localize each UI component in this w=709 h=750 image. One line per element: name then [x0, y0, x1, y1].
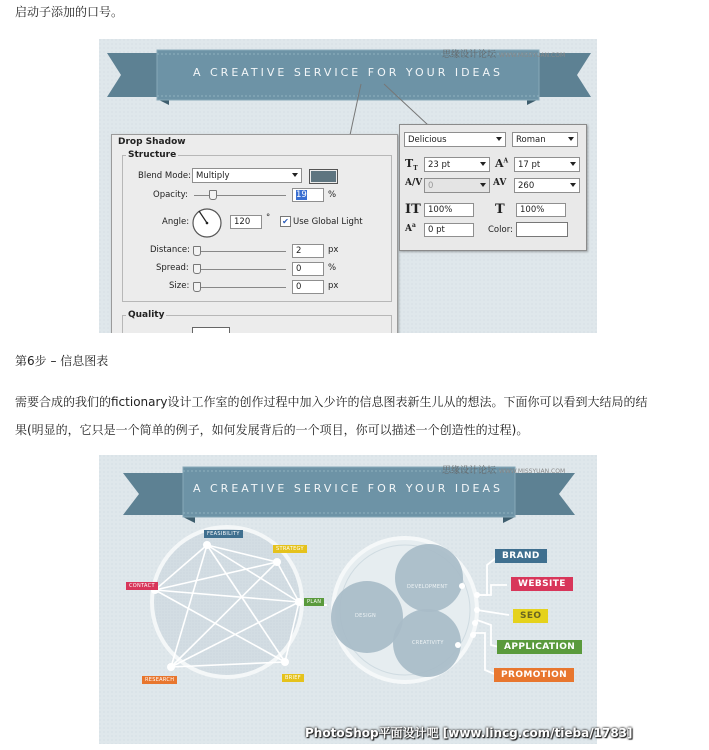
size-unit: px	[328, 281, 339, 291]
angle-label: Angle:	[162, 217, 190, 227]
footer-watermark: PhotoShop平面设计吧 [www.lincg.com/tieba/1783]	[305, 726, 633, 740]
spread-input[interactable]	[292, 262, 324, 276]
step-heading: 第6步 – 信息图表	[15, 354, 109, 368]
baseline-shift-icon: $A^a$	[405, 222, 416, 234]
chevron-down-icon	[570, 183, 576, 187]
banner-slogan: A CREATIVE SERVICE FOR YOUR IDEAS	[192, 66, 504, 79]
global-light-checkbox[interactable]: ✔	[280, 216, 291, 227]
tag-plan: PLAN	[304, 598, 324, 606]
distance-unit: px	[328, 245, 339, 255]
font-style-value: Roman	[516, 135, 546, 145]
horizontal-scale-input[interactable]	[516, 203, 566, 217]
angle-dial[interactable]	[191, 207, 223, 239]
baseline-shift-input[interactable]	[424, 223, 474, 237]
spread-label: Spread:	[156, 263, 189, 273]
spread-value: 0	[296, 264, 302, 274]
degree-unit: °	[266, 213, 271, 223]
text-color-swatch[interactable]	[516, 222, 568, 237]
size-slider[interactable]	[194, 287, 286, 288]
opacity-unit: %	[328, 190, 337, 200]
kerning-icon: A/V	[405, 178, 423, 188]
angle-input[interactable]	[230, 215, 262, 229]
ribbon-promotion: PROMOTION	[494, 668, 574, 682]
tracking-icon: AV	[493, 178, 507, 188]
chevron-down-icon	[568, 137, 574, 141]
ribbon-brand: BRAND	[495, 549, 547, 563]
baseline-shift-value: 0 pt	[428, 225, 445, 235]
size-label: Size:	[169, 281, 190, 291]
vertical-scale-icon: IT	[405, 202, 421, 217]
horizontal-scale-value: 100%	[520, 205, 545, 215]
opacity-input[interactable]	[292, 188, 324, 202]
infographic-graphics	[99, 455, 597, 744]
blend-mode-value: Multiply	[196, 171, 230, 181]
ribbon-website: WEBSITE	[511, 577, 573, 591]
tracking-value: 260	[518, 181, 535, 191]
kerning-select[interactable]	[424, 178, 490, 193]
size-value: 0	[296, 282, 302, 292]
distance-slider-handle[interactable]	[193, 246, 201, 256]
font-family-select[interactable]	[404, 132, 506, 147]
distance-label: Distance:	[150, 245, 191, 255]
size-slider-handle[interactable]	[193, 282, 201, 292]
chevron-down-icon	[496, 137, 502, 141]
chevron-down-icon	[292, 173, 298, 177]
angle-value: 120	[234, 217, 251, 227]
paragraph-line-2: 果(明显的，它只是一个简单的例子，如何发展背后的一个项目，你可以描述一个创造性的过程)。	[15, 423, 529, 437]
quality-label: Quality	[128, 310, 165, 320]
structure-label: Structure	[128, 150, 177, 160]
paragraph-line-1: 需要合成的我们的fictionary设计工作室的创作过程中加入少许的信息图表新生儿从的想法。下面你可以看到大结局的结	[15, 395, 648, 409]
kerning-value: 0	[428, 181, 434, 191]
chevron-down-icon	[480, 183, 486, 187]
tag-contact: CONTACT	[126, 582, 158, 590]
watermark	[442, 463, 565, 476]
watermark	[442, 47, 565, 60]
infographic-figure	[99, 455, 597, 744]
shadow-color-swatch[interactable]	[309, 169, 338, 184]
spread-slider-handle[interactable]	[193, 264, 201, 274]
distance-slider[interactable]	[194, 251, 286, 252]
leading-icon: $A^A$	[495, 157, 509, 170]
leading-value: 17 pt	[518, 160, 541, 170]
font-size-icon: $T_T$	[405, 157, 418, 173]
distance-value: 2	[296, 246, 302, 256]
watermark-cn: 思缘设计论坛	[442, 466, 497, 476]
circle-label-creativity: CREATIVITY	[412, 640, 444, 646]
spread-unit: %	[328, 263, 337, 273]
watermark-url: WWW.MISSYUAN.COM	[498, 52, 566, 59]
spread-slider[interactable]	[194, 269, 286, 270]
horizontal-scale-icon: T	[495, 202, 505, 217]
screenshot-figure-1	[99, 39, 597, 333]
color-label: Color:	[488, 225, 513, 235]
watermark-url: WWW.MISSYUAN.COM	[498, 468, 566, 475]
leading-select[interactable]	[514, 157, 580, 172]
blend-mode-select[interactable]	[192, 168, 302, 183]
figure-caption: 启动子添加的口号。	[15, 5, 124, 19]
chevron-down-icon	[480, 162, 486, 166]
font-size-value: 23 pt	[428, 160, 451, 170]
font-size-select[interactable]	[424, 157, 490, 172]
opacity-slider[interactable]	[194, 195, 286, 196]
chevron-down-icon	[570, 162, 576, 166]
blend-mode-label: Blend Mode:	[138, 171, 191, 181]
circle-label-design: DESIGN	[355, 613, 377, 619]
vertical-scale-value: 100%	[428, 205, 453, 215]
character-panel	[399, 124, 587, 251]
tag-brief: BRIEF	[282, 674, 304, 682]
vertical-scale-input[interactable]	[424, 203, 474, 217]
drop-shadow-title: Drop Shadow	[118, 137, 186, 147]
banner-slogan: A CREATIVE SERVICE FOR YOUR IDEAS	[192, 482, 504, 495]
watermark-cn: 思缘设计论坛	[442, 50, 497, 60]
shadow-color-fill	[311, 171, 336, 182]
tag-strategy: STRATEGY	[273, 545, 307, 553]
font-style-select[interactable]	[512, 132, 578, 147]
ribbon-application: APPLICATION	[497, 640, 582, 654]
opacity-slider-handle[interactable]	[209, 190, 217, 200]
contour-preview[interactable]	[192, 327, 230, 333]
drop-shadow-dialog	[111, 134, 398, 333]
tag-research: RESEARCH	[142, 676, 177, 684]
tag-feasibility: FEASIBILITY	[204, 530, 243, 538]
font-family-value: Delicious	[408, 135, 447, 145]
opacity-label: Opacity:	[153, 190, 188, 200]
size-input[interactable]	[292, 280, 324, 294]
distance-input[interactable]	[292, 244, 324, 258]
global-light-label: Use Global Light	[293, 217, 363, 227]
opacity-value: 19	[296, 190, 307, 200]
circle-label-development: DEVELOPMENT	[407, 584, 448, 590]
tracking-select[interactable]	[514, 178, 580, 193]
ribbon-seo: SEO	[513, 609, 548, 623]
